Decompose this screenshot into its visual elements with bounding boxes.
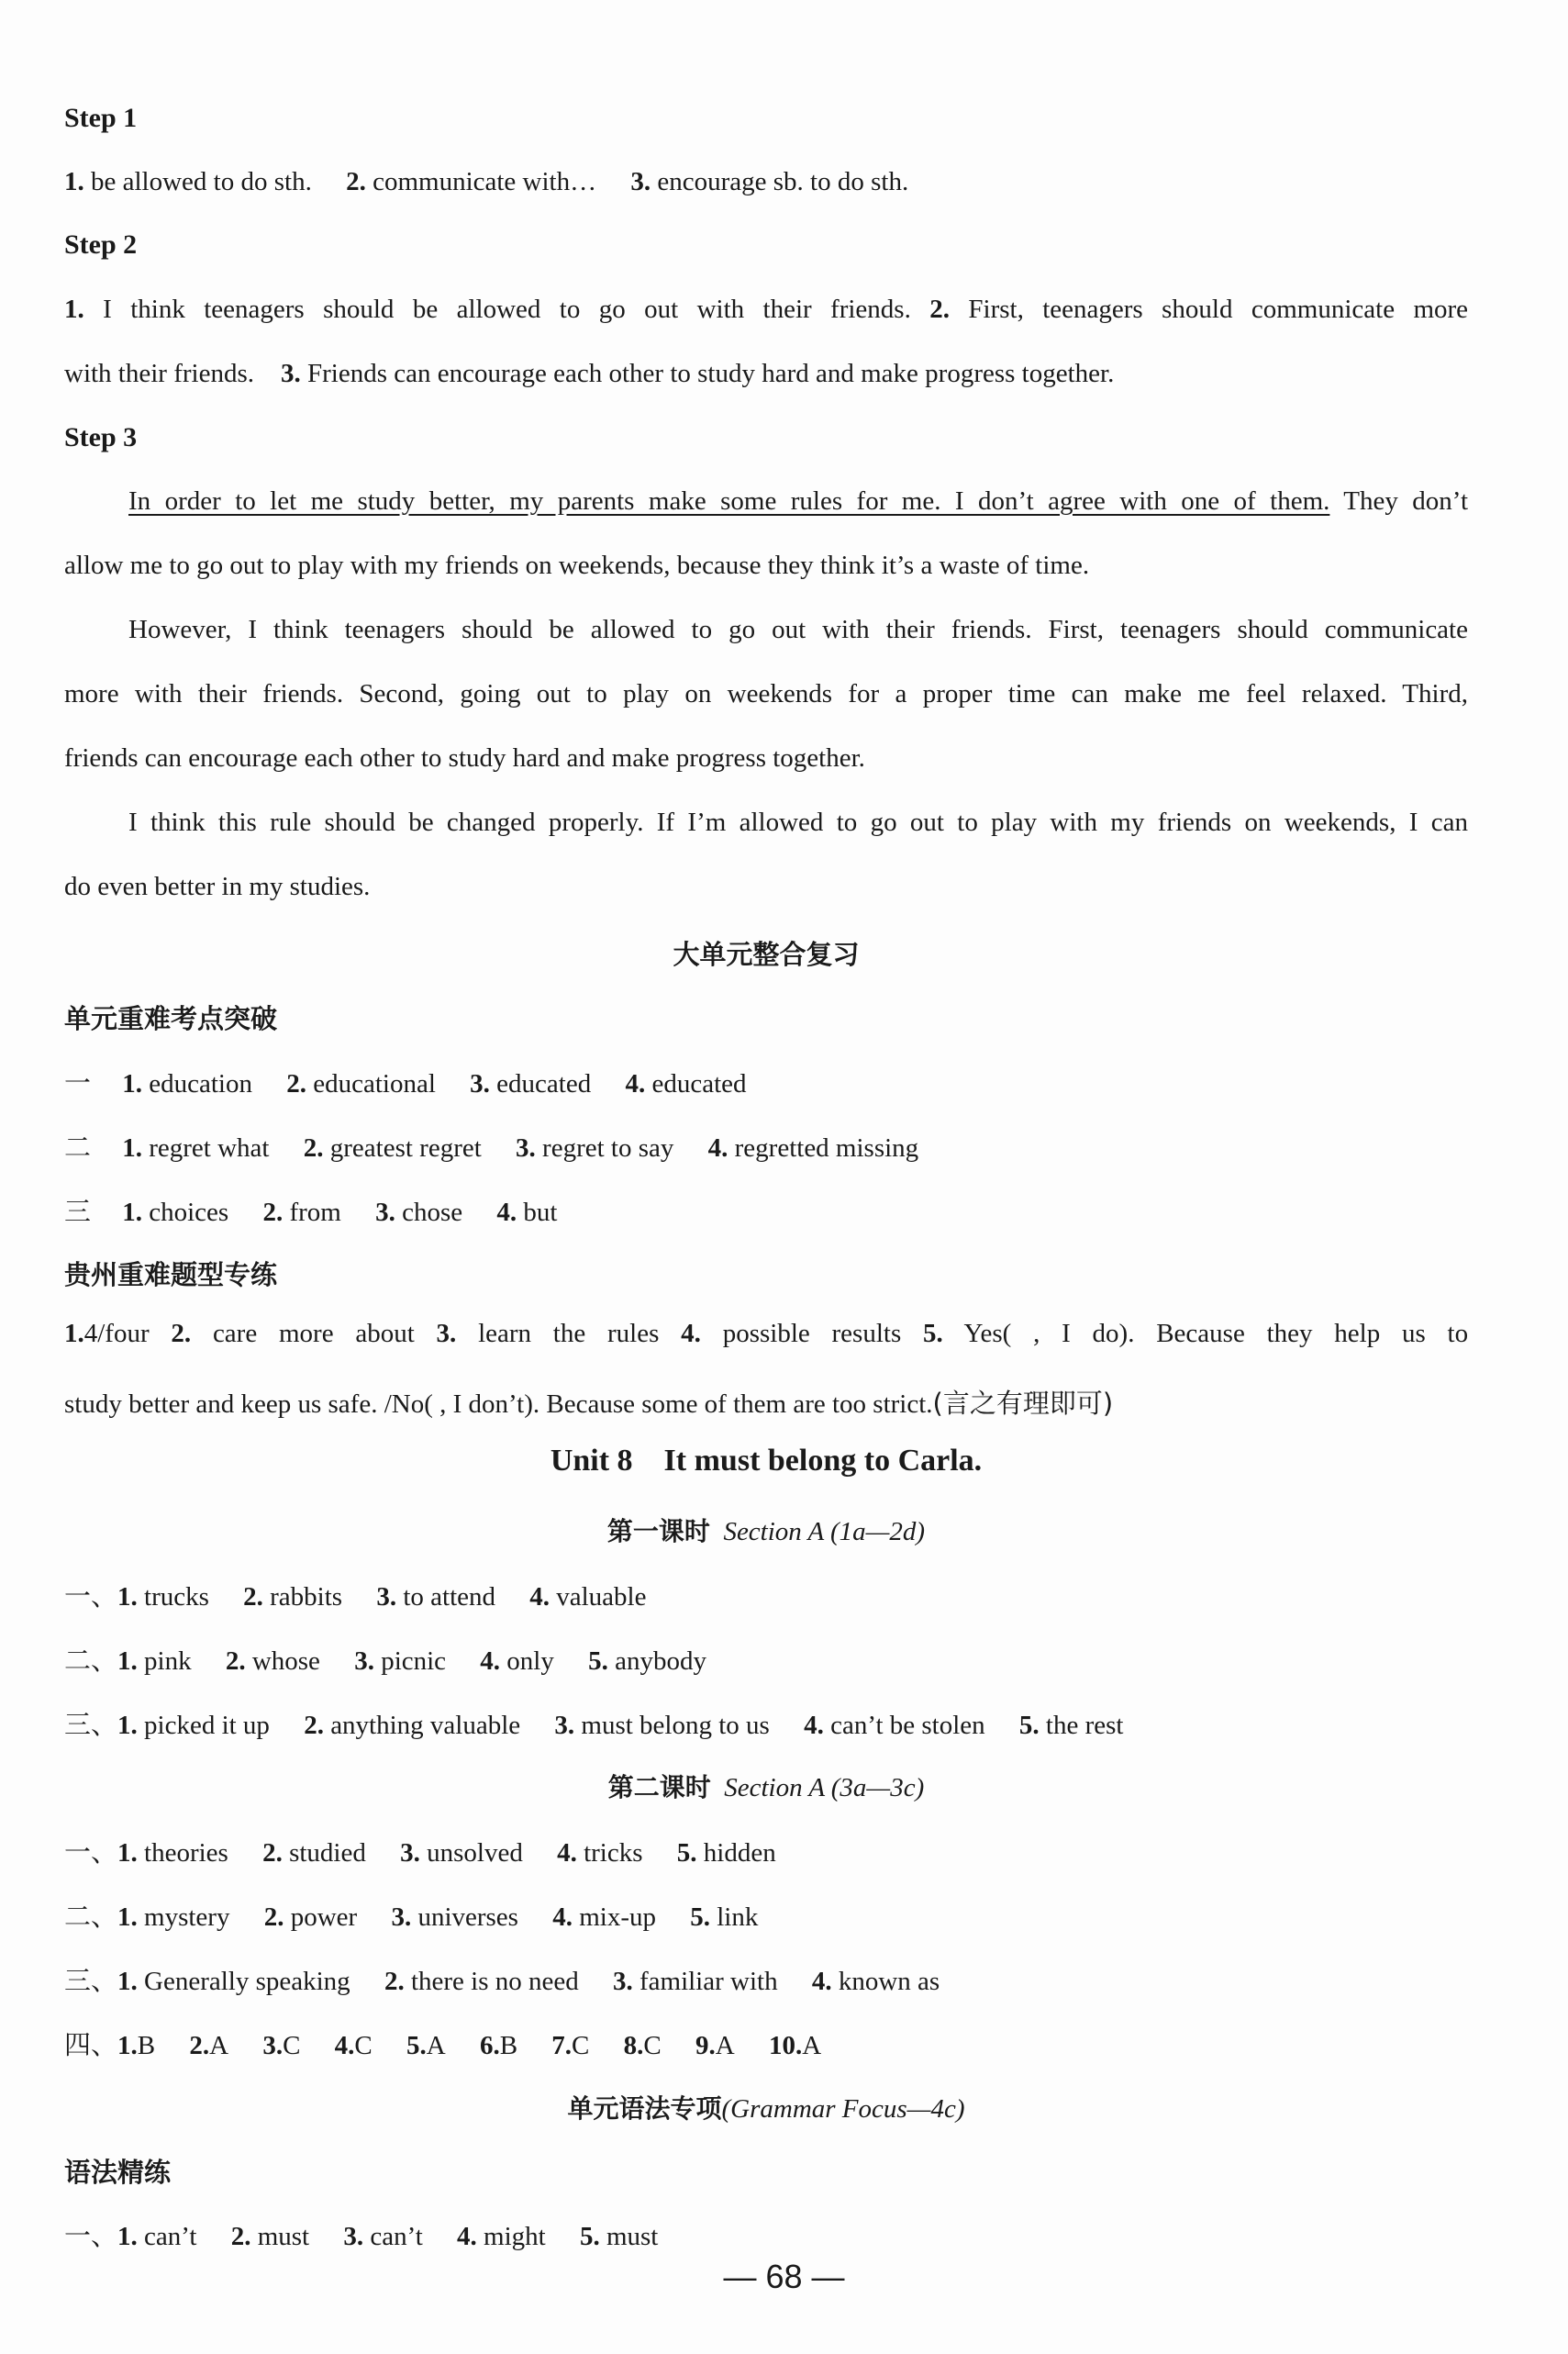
lesson2-header: 第二课时 Section A (3a—3c) bbox=[607, 1772, 925, 1802]
grammar-row-1: 一、1. can’t 2. must 3. can’t 4. might 5. must bbox=[64, 2220, 659, 2251]
guizhou-line1: 1.4/four 2. care more about 3. learn the rules 4. possible results 5. Yes( , I do). Because they help us to bbox=[64, 1319, 1469, 1348]
lesson1-row-3: 三、1. picked it up 2. anything valuable 3. must belong to us 4. can’t be stolen 5. the rest bbox=[64, 1709, 1124, 1740]
lesson2-row-3: 三、1. Generally speaking 2. there is no need 3. familiar with 4. known as bbox=[64, 1965, 940, 1996]
step1-items bbox=[64, 167, 936, 197]
review-title: 大单元整合复习 bbox=[673, 939, 860, 970]
step3-paragraph1-line2: allow me to go out to play with my friends on weekends, because they think it’s a waste of time. bbox=[64, 551, 1090, 580]
step2-heading: Step 2 bbox=[64, 229, 138, 260]
lesson2-row-4: 四、1.B 2.A 3.C 4.C 5.A 6.B 7.C 8.C 9.A 10.A bbox=[64, 2029, 822, 2060]
lesson2-row-1: 一、1. theories 2. studied 3. unsolved 4. tricks 5. hidden bbox=[64, 1836, 776, 1868]
review-subheading-2: 贵州重难题型专练 bbox=[64, 1259, 278, 1290]
step2-line2: with their friends. 3. Friends can encourage each other to study hard and make progress together. bbox=[64, 359, 1115, 388]
lesson1-header: 第一课时 Section A (1a—2d) bbox=[606, 1516, 926, 1546]
list-item: 1. be allowed to do sth. bbox=[64, 167, 312, 196]
lesson1-row-1: 一、1. trucks 2. rabbits 3. to attend 4. valuable bbox=[64, 1580, 647, 1612]
step1-heading: Step 1 bbox=[64, 103, 138, 133]
step3-heading: Step 3 bbox=[64, 422, 138, 452]
list-item: 3. encourage sb. to do sth. bbox=[630, 167, 909, 196]
review-subheading-1: 单元重难考点突破 bbox=[64, 1003, 278, 1034]
page-number: — 68 — bbox=[723, 2258, 845, 2295]
unit8-title: Unit 8 It must belong to Carla. bbox=[550, 1444, 983, 1478]
step3-paragraph3-line2: do even better in my studies. bbox=[64, 872, 371, 901]
grammar-header: 单元语法专项(Grammar Focus—4c) bbox=[567, 2093, 965, 2124]
lesson1-row-2: 二、1. pink 2. whose 3. picnic 4. only 5. anybody bbox=[64, 1645, 706, 1676]
grammar-subheading: 语法精练 bbox=[64, 2157, 172, 2188]
step3-paragraph2-line3: friends can encourage each other to study hard and make progress together. bbox=[64, 743, 865, 773]
review-row-3: 三 1. choices 2. from 3. chose 4. but bbox=[64, 1196, 558, 1227]
step3-paragraph2-line1: However, I think teenagers should be allowed to go out with their friends. First, teenagers should communicate bbox=[128, 615, 1468, 644]
underlined-topic-sentence: In order to let me study better, my parents make some rules for me. I don’t agree with one of them. bbox=[128, 486, 1330, 516]
step3-paragraph1-line1: In order to let me study better, my parents make some rules for me. I don’t agree with one of them. They don’t bbox=[128, 486, 1468, 516]
guizhou-line2: study better and keep us safe. /No( , I don’t). Because some of them are too strict.(言之有理即可) bbox=[64, 1388, 1114, 1419]
list-item: 2. communicate with… bbox=[346, 167, 597, 196]
step3-paragraph2-line2: more with their friends. Second, going out to play on weekends for a proper time can make me feel relaxed. Third, bbox=[64, 679, 1468, 708]
lesson2-row-2: 二、1. mystery 2. power 3. universes 4. mix-up 5. link bbox=[64, 1901, 759, 1932]
review-row-2: 二 1. regret what 2. greatest regret 3. regret to say 4. regretted missing bbox=[64, 1132, 919, 1163]
step2-line1: 1. I think teenagers should be allowed to go out with their friends. 2. First, teenagers should communicate more bbox=[64, 295, 1469, 324]
review-row-1: 一 1. education 2. educational 3. educated 4. educated bbox=[64, 1067, 747, 1099]
step3-paragraph3-line1: I think this rule should be changed properly. If I’m allowed to go out to play with my friends on weekends, I can bbox=[128, 808, 1468, 837]
